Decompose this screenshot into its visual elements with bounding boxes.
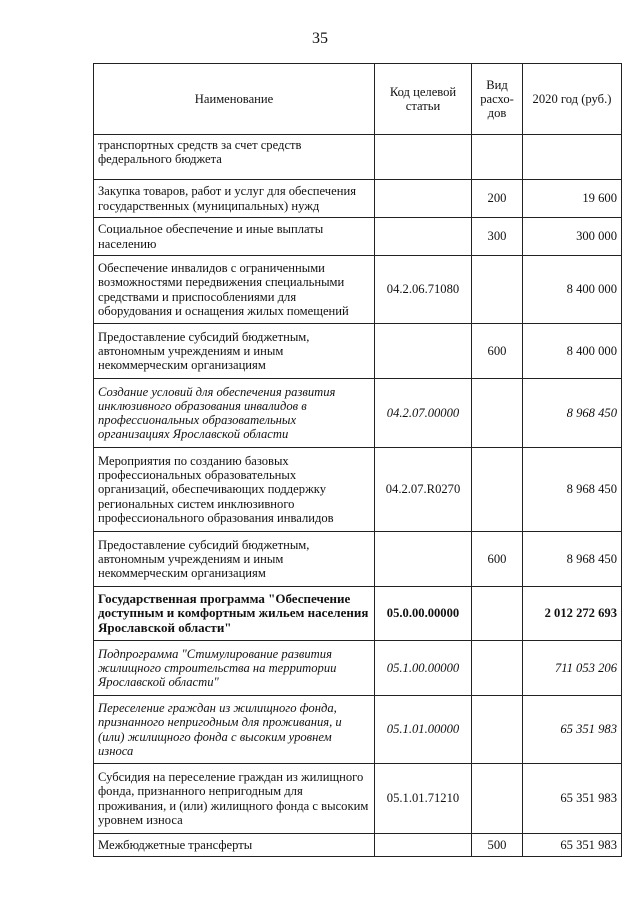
row-sum: 8 968 450 — [523, 448, 622, 532]
table-row — [94, 834, 622, 857]
page-number: 35 — [312, 30, 328, 47]
row-code: 05.1.00.00000 — [375, 641, 472, 696]
table-row — [94, 379, 622, 448]
row-sum: 2 012 272 693 — [523, 587, 622, 641]
table-row — [94, 764, 622, 834]
row-name: Мероприятия по созданию базовых профессиональных образовательных организаций, обеспечивающих поддержку региональных систем инклюзивного профессионального образования инвалидов — [94, 448, 375, 532]
row-code — [375, 532, 472, 587]
row-sum: 65 351 983 — [523, 696, 622, 764]
table-row — [94, 135, 622, 180]
row-sum: 8 400 000 — [523, 324, 622, 379]
row-kind — [472, 764, 523, 834]
row-code — [375, 218, 472, 256]
table-row — [94, 180, 622, 218]
row-kind — [472, 448, 523, 532]
row-sum: 300 000 — [523, 218, 622, 256]
row-code — [375, 324, 472, 379]
header-kind: Вид расхо-дов — [472, 64, 523, 135]
row-kind: 300 — [472, 218, 523, 256]
row-code — [375, 135, 472, 180]
table-header-row — [94, 64, 622, 135]
header-name: Наименование — [94, 64, 375, 135]
row-name: Социальное обеспечение и иные выплаты населению — [94, 218, 375, 256]
row-sum: 8 968 450 — [523, 532, 622, 587]
table-row — [94, 324, 622, 379]
row-kind — [472, 135, 523, 180]
row-kind — [472, 641, 523, 696]
row-sum — [523, 135, 622, 180]
row-sum: 8 400 000 — [523, 256, 622, 324]
table-row — [94, 218, 622, 256]
row-name: Государственная программа "Обеспечение доступным и комфортным жильем населения Ярославской области" — [94, 587, 375, 641]
table-row — [94, 587, 622, 641]
row-kind — [472, 379, 523, 448]
row-code: 04.2.07.R0270 — [375, 448, 472, 532]
row-name: Подпрограмма "Стимулирование развития жилищного строительства на территории Ярославской области" — [94, 641, 375, 696]
row-kind — [472, 696, 523, 764]
row-sum: 65 351 983 — [523, 834, 622, 857]
row-sum: 19 600 — [523, 180, 622, 218]
row-sum: 8 968 450 — [523, 379, 622, 448]
row-kind: 500 — [472, 834, 523, 857]
table-row — [94, 696, 622, 764]
table-row — [94, 641, 622, 696]
row-kind: 200 — [472, 180, 523, 218]
row-code: 05.1.01.71210 — [375, 764, 472, 834]
row-name: транспортных средств за счет средств федерального бюджета — [94, 135, 375, 180]
table-row — [94, 532, 622, 587]
row-name: Обеспечение инвалидов с ограниченными возможностями передвижения специальными средствами и приспособлениями для оборудования и оснащения жилых помещений — [94, 256, 375, 324]
row-kind — [472, 256, 523, 324]
row-sum: 65 351 983 — [523, 764, 622, 834]
header-code: Код целевой статьи — [375, 64, 472, 135]
row-name: Межбюджетные трансферты — [94, 834, 375, 857]
row-name: Предоставление субсидий бюджетным, автономным учреждениям и иным некоммерческим организациям — [94, 532, 375, 587]
row-name: Создание условий для обеспечения развития инклюзивного образования инвалидов в профессиональных образовательных организациях Ярославской области — [94, 379, 375, 448]
row-code — [375, 834, 472, 857]
row-name: Переселение граждан из жилищного фонда, признанного непригодным для проживания, и (или) жилищного фонда с высоким уровнем износа — [94, 696, 375, 764]
row-code: 04.2.06.71080 — [375, 256, 472, 324]
row-code: 05.0.00.00000 — [375, 587, 472, 641]
row-code — [375, 180, 472, 218]
row-kind — [472, 587, 523, 641]
table-row — [94, 448, 622, 532]
row-name: Субсидия на переселение граждан из жилищного фонда, признанного непригодным для проживания, и (или) жилищного фонда с высоким уровнем износа — [94, 764, 375, 834]
row-name: Предоставление субсидий бюджетным, автономным учреждениям и иным некоммерческим организациям — [94, 324, 375, 379]
row-code: 04.2.07.00000 — [375, 379, 472, 448]
table-row — [94, 256, 622, 324]
row-kind: 600 — [472, 324, 523, 379]
row-name: Закупка товаров, работ и услуг для обеспечения государственных (муниципальных) нужд — [94, 180, 375, 218]
row-kind: 600 — [472, 532, 523, 587]
header-sum: 2020 год (руб.) — [523, 64, 622, 135]
budget-table — [93, 63, 622, 857]
row-code: 05.1.01.00000 — [375, 696, 472, 764]
row-sum: 711 053 206 — [523, 641, 622, 696]
